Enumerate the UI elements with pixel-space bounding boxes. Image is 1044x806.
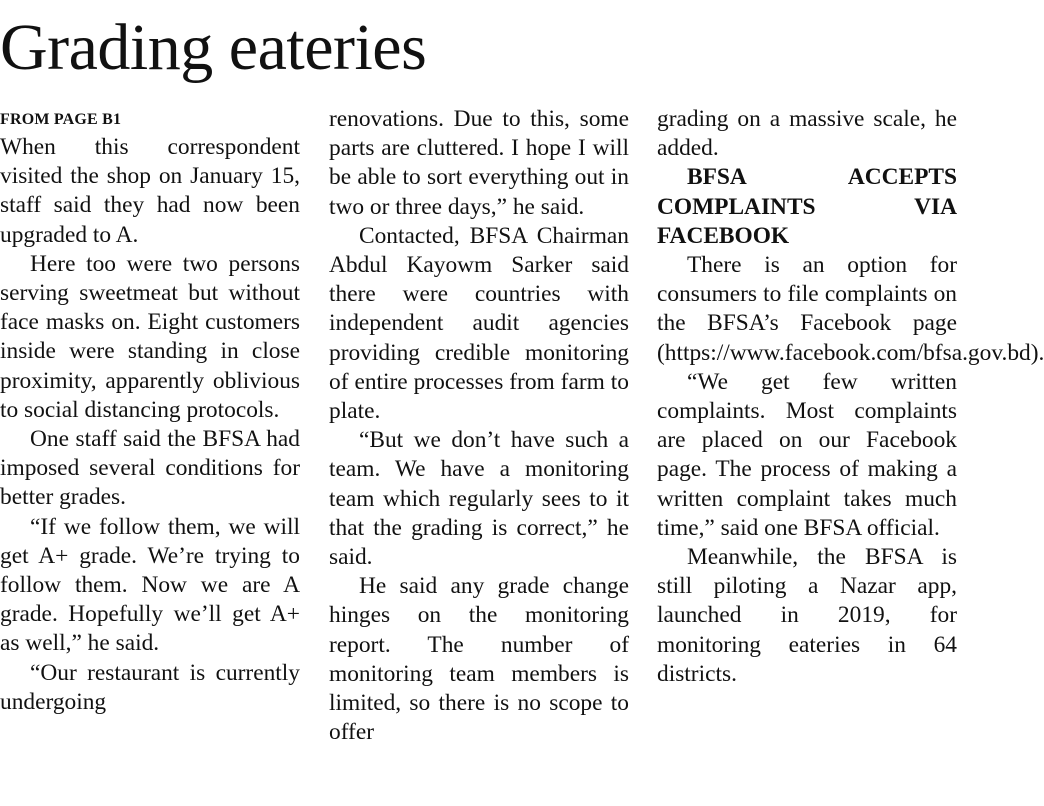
paragraph: There is an option for consumers to file complaints on the BFSA’s Facebook page (https://www.facebook.com/bfsa.gov.bd). [657,252,1044,366]
article-column-3 [657,105,1044,689]
subheading-line: FACEBOOK [657,222,790,249]
paragraph: grading on a massive scale, he added. [657,106,957,162]
paragraph: Contacted, BFSA Chairman Abdul Kayowm Sarker said there were countries with independent audit agencies providing credible monitoring of entire processes from farm to plate. [329,222,629,425]
paragraph: “If we follow them, we will get A+ grade. We’re trying to follow them. Now we are A grade. Hopefully we’ll get A+ as well,” he said. [0,513,300,657]
headline: Grading eateries [0,11,427,84]
article-column-1 [0,105,300,717]
paragraph: Meanwhile, the BFSA is still piloting a Nazar app, launched in 2019, for monitoring eateries in 64 districts. [657,544,957,687]
paragraph: One staff said the BFSA had imposed several conditions for better grades. [0,426,300,511]
paragraph: “But we don’t have such a team. We have a monitoring team which regularly sees to it that the grading is correct,” he said. [329,427,629,571]
paragraph: renovations. Due to this, some parts are cluttered. I hope I will be able to sort everything out in two or three days,” he said. [329,106,629,220]
subheading-line: COMPLAINTS VIA [657,193,957,220]
paragraph: Here too were two persons serving sweetmeat but without face masks on. Eight customers inside were standing in close proximity, apparently oblivious to social distancing protocols. [0,250,300,423]
paragraph: “Our restaurant is currently undergoing [0,659,300,715]
continuation-kicker: FROM PAGE B1 [0,111,122,128]
paragraph: He said any grade change hinges on the monitoring report. The number of monitoring team members is limited, so there is no scope to offer [329,573,629,746]
paragraph: “We get few written complaints. Most complaints are placed on our Facebook page. The process of making a written complaint takes much time,” said one BFSA official. [657,368,957,541]
paragraph: When this correspondent visited the shop on January 15, staff said they had now been upgraded to A. [0,134,300,248]
subheading-line: BFSA ACCEPTS [687,164,957,191]
subheading [657,163,957,251]
article-column-2 [329,105,629,747]
